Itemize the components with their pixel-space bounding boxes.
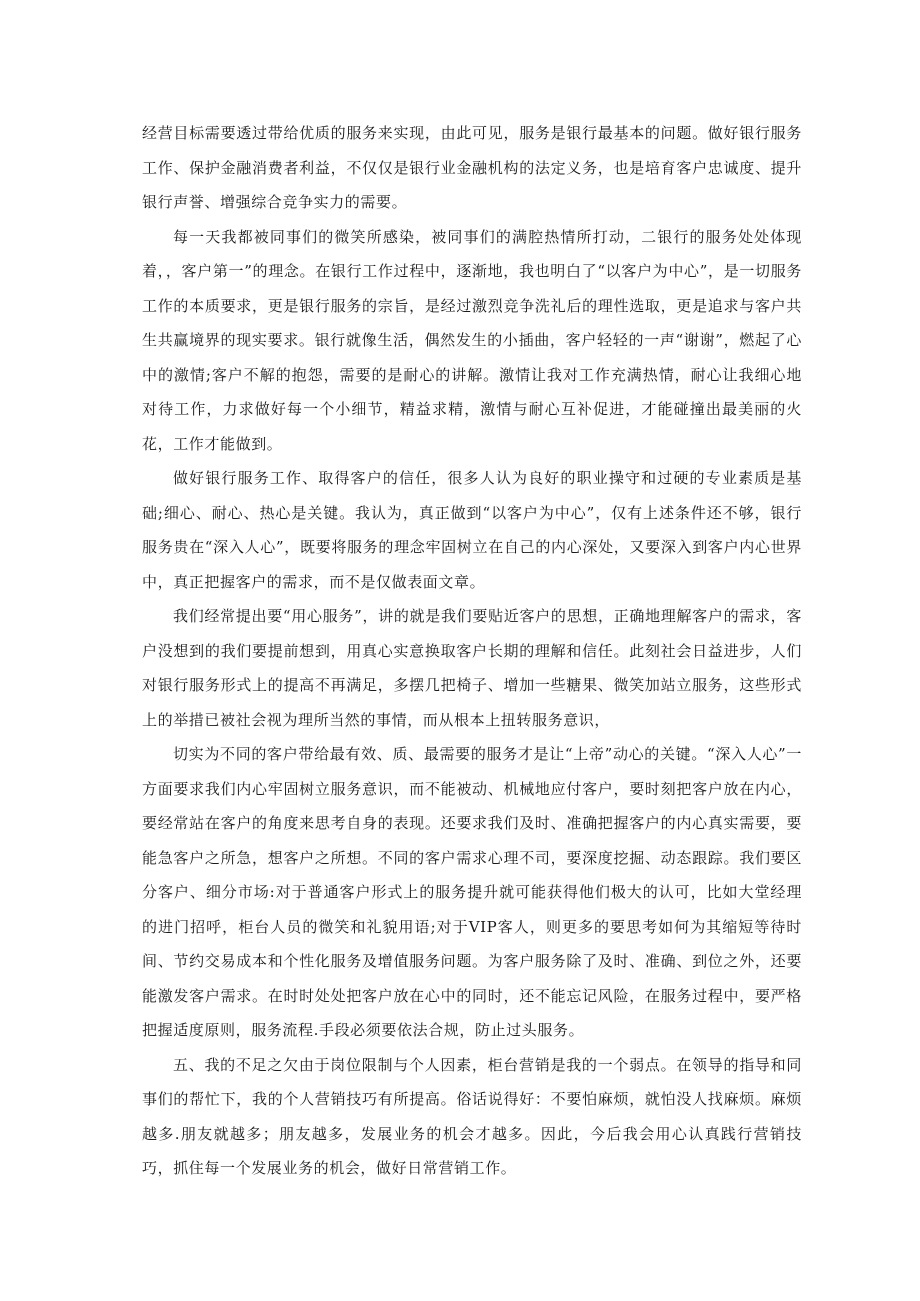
- paragraph-2: 每一天我都被同事们的微笑所感染，被同事们的满腔热情所打动，二银行的服务处处体现着，，客户第一”的理念。在银行工作过程中，逐渐地，我也明白了“以客户为中心”，是一切服务工作的本质要求，更是银行服务的宗旨，是经过激烈竞争洗礼后的理性选取，更是追求与客户共生共赢境界的现实要求。银行就像生活，偶然发生的小插曲，客户轻轻的一声“谢谢”，燃起了心中的激情;客户不解的抱怨，需要的是耐心的讲解。激情让我对工作充满热情，耐心让我细心地对待工作，力求做好每一个小细节，精益求精，激情与耐心互补促进，才能碰撞出最美丽的火花，工作才能做到。: [142, 227, 802, 453]
- paragraph-1: 经营目标需要透过带给优质的服务来实现，由此可见，服务是银行最基本的问题。做好银行服务工作、保护金融消费者利益，不仅仅是银行业金融机构的法定义务，也是培育客户忠诚度、提升银行声誉、增强综合竞争实力的需要。: [142, 124, 802, 211]
- paragraph-4: 我们经常提出要“用心服务”，讲的就是我们要贴近客户的思想，正确地理解客户的需求，客户没想到的我们要提前想到，用真心实意换取客户长期的理解和信任。此刻社会日益进步，人们对银行服务形式上的提高不再满足，多摆几把椅子、增加一些糖果、微笑加站立服务，这些形式上的举措已被社会视为理所当然的事情，而从根本上扭转服务意识，: [142, 607, 802, 729]
- document-body: [142, 116, 802, 1186]
- paragraph-5: 切实为不同的客户带给最有效、质、最需要的服务才是让“上帝”动心的关键。“深入人心”一方面要求我们内心牢固树立服务意识，而不能被动、机械地应付客户，要时刻把客户放在内心，要经常站在客户的角度来思考自身的表现。还要求我们及时、准确把握客户的内心真实需要，要能急客户之所急，想客户之所想。不同的客户需求心理不司，要深度挖掘、动态跟踪。我们要区分客户、细分市场:对于普通客户形式上的服务提升就可能获得他们极大的认可，比如大堂经理的进门招呼，柜台人员的微笑和礼貌用语;对于VIP客人，则更多的要思考如何为其缩短等待时间、节约交易成本和个性化服务及增值服务问题。为客户服务除了及时、准确、到位之外，还要能激发客户需求。在时时处处把客户放在心中的同时，还不能忘记风险，在服务过程中，要严格把握适度原则，服务流程.手段必须要依法合规，防止过头服务。: [142, 745, 802, 1039]
- paragraph-6: 五、我的不足之欠由于岗位限制与个人因素，柜台营销是我的一个弱点。在领导的指导和同事们的帮忙下，我的个人营销技巧有所提高。俗话说得好：不要怕麻烦，就怕没人找麻烦。麻烦越多.朋友就越多；朋友越多，发展业务的机会才越多。因此，今后我会用心认真践行营销技巧，抓住每一个发展业务的机会，做好日常营销工作。: [142, 1055, 802, 1177]
- paragraph-3: 做好银行服务工作、取得客户的信任，很多人认为良好的职业操守和过硬的专业素质是基础;细心、耐心、热心是关键。我认为，真正做到“以客户为中心”，仅有上述条件还不够，银行服务贵在“深入人心”，既要将服务的理念牢固树立在自己的内心深处，又要深入到客户内心世界中，真正把握客户的需求，而不是仅做表面文章。: [142, 469, 802, 591]
